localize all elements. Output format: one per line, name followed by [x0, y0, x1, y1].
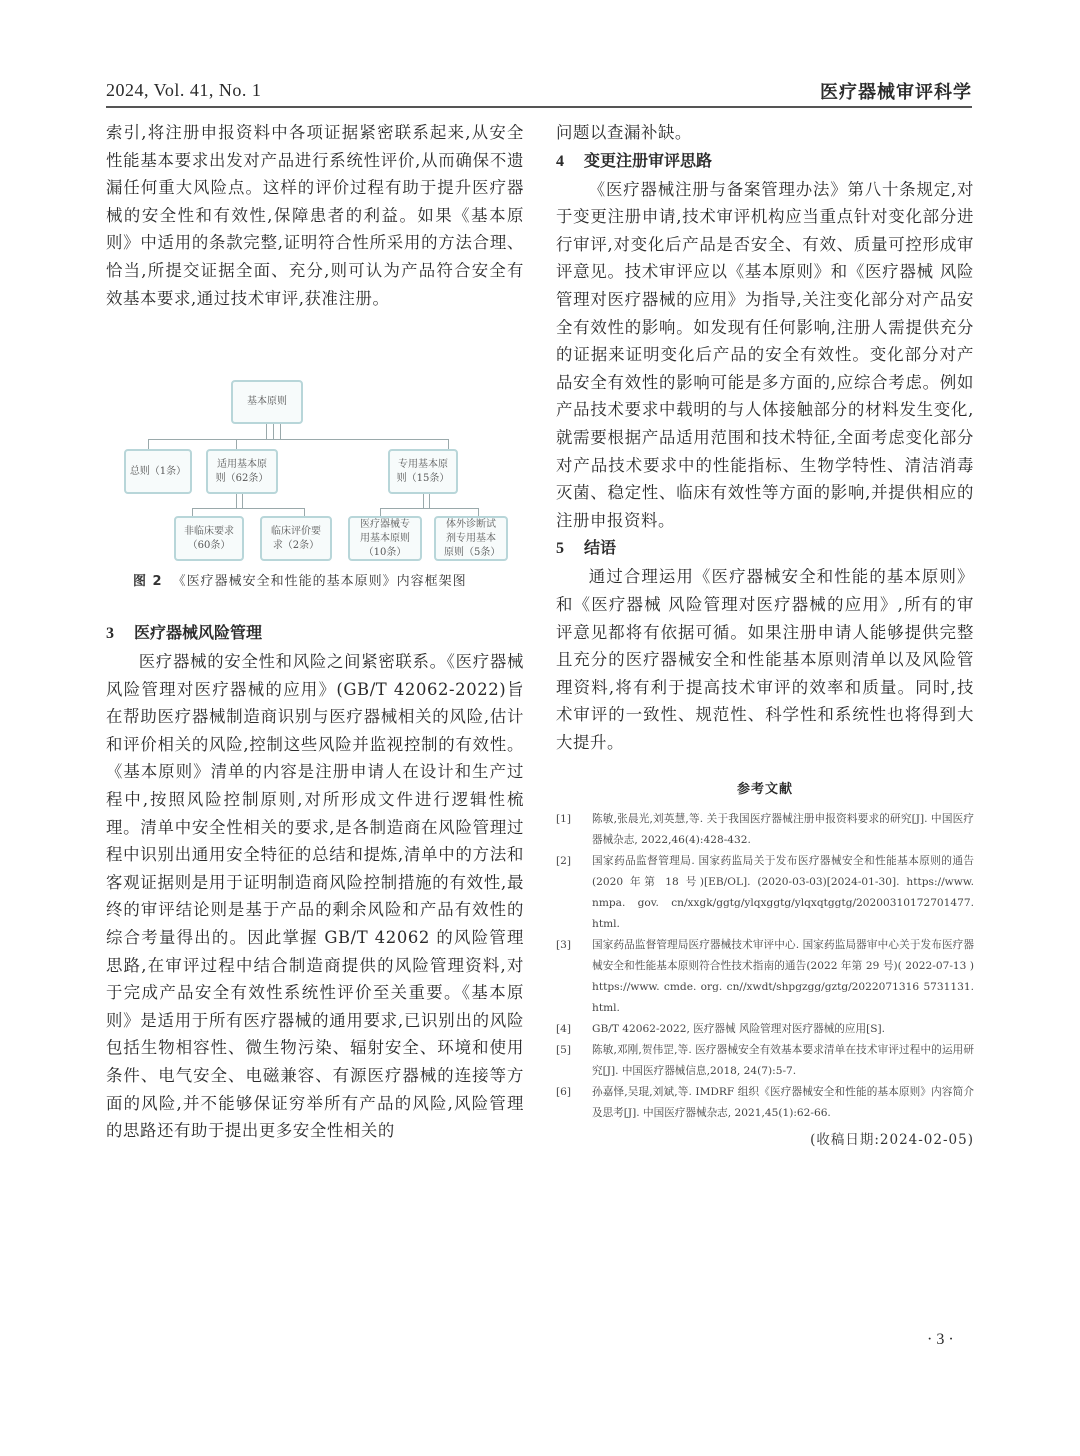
section5-paragraph: 通过合理运用《医疗器械安全和性能的基本原则》和《医疗器械 风险管理对医疗器械的应用》,所有的审评意见都将有依据可循。如果注册申请人能够提供完整且充分的医疗器械安全和性能基本原则清单以及风险管理资料,将有利于提高技术审评的效率和质量。同时,技术审评的一致性、规范性、科学性和系统性也将得到大大提升。 — [556, 567, 974, 752]
connector-nonclinical — [192, 508, 193, 516]
framework-diagram — [118, 374, 518, 566]
connector-special-down-2 — [429, 494, 430, 508]
figure-caption — [133, 570, 467, 589]
node-clinical: 临床评价要求（2条） — [260, 516, 332, 561]
connector-common-down-2 — [242, 494, 243, 508]
node-nonclinical: 非临床要求（60条） — [174, 516, 244, 561]
reference-index: [5] — [556, 1044, 572, 1057]
reference-text: 国家药品监督管理局. 国家药监局关于发布医疗器械安全和性能基本原则的通告(2020 年第 18 号)[EB/OL]. (2020-03-03)[2024-01-30]. https://www. nmpa. gov. cn/xxgk/ggtg/ylqxggtg/ylqxqtggtg/20200310172701477. html. — [592, 855, 974, 931]
reference-item — [556, 1019, 974, 1040]
reference-text: 国家药品监督管理局医疗器械技术审评中心. 国家药监局器审中心关于发布医疗器械安全和性能基本原则符合性技术指南的通告(2022 年第 29 号)( 2022-07-13 ) https://www. cmde. org. cn//xwdt/shpgzgg/gztg/2022071316 5731131. html. — [592, 939, 974, 1015]
left-column-section3 — [106, 619, 524, 1145]
section5-number: 5 — [556, 540, 564, 558]
section5-title: 结语 — [584, 538, 617, 558]
reference-text: 陈敏,张晨光,刘英慧,等. 关于我国医疗器械注册申报资料要求的研究[J]. 中国医疗器械杂志, 2022,46(4):428-432. — [592, 813, 974, 847]
reference-index: [6] — [556, 1086, 572, 1099]
reference-index: [2] — [556, 855, 572, 868]
figure-label: 图 2 — [133, 574, 163, 589]
node-ivd-specific: 体外诊断试剂专用基本原则（5条） — [434, 516, 508, 561]
section4-number: 4 — [556, 152, 564, 170]
node-common: 适用基本原则（62条） — [206, 449, 278, 494]
reference-item — [556, 809, 974, 851]
references-title: 参考文献 — [736, 782, 793, 798]
reference-text: 陈敏,邓刚,贺伟罡,等. 医疗器械安全有效基本要求清单在技术审评过程中的运用研究[J]. 中国医疗器械信息,2018, 24(7):5-7. — [592, 1044, 974, 1078]
journal-title: 医疗器械审评科学 — [820, 82, 972, 103]
reference-index: [3] — [556, 939, 572, 952]
received-date: (收稿日期:2024-02-05) — [810, 1132, 974, 1149]
section3-title: 医疗器械风险管理 — [134, 623, 263, 642]
reference-index: [1] — [556, 813, 572, 826]
section4-heading — [556, 147, 974, 176]
node-device-specific: 医疗器械专用基本原则（10条） — [348, 516, 422, 561]
reference-item — [556, 851, 974, 935]
running-header — [106, 78, 972, 108]
section4-paragraph: 《医疗器械注册与备案管理办法》第八十条规定,对于变更注册申请,技术审评机构应当重点针对变化部分进行审评,对变化后产品是否安全、有效、质量可控形成审评意见。技术审评应以《基本原则》和《医疗器械 风险管理对医疗器械的应用》为指导,关注变化部分对产品安全有效性的影响。如发现有任何影响,注册人需提供充分的证据来证明变化后产品的安全有效性。变化部分对产品安全有效性的影响可能是多方面的,应综合考虑。例如产品技术要求中载明的与人体接触部分的材料发生变化,就需要根据产品适用范围和技术特征,全面考虑变化部分对产品技术要求中的性能指标、生物学特性、清洁消毒灭菌、稳定性、临床有效性等方面的影响,并提供相应的注册申报资料。 — [556, 179, 974, 530]
continuation-text: 问题以查漏补缺。 — [556, 123, 692, 142]
section3-heading — [106, 619, 524, 648]
reference-item — [556, 935, 974, 1019]
intro-paragraph: 索引,将注册申报资料中各项证据紧密联系起来,从安全性能基本要求出发对产品进行系统性评价,从而确保不遗漏任何重大风险点。这样的评价过程有助于提升医疗器械的安全性和有效性,保障患者的利益。如果《基本原则》中适用的条款完整,证明符合性所采用的方法合理、恰当,所提交证据全面、充分,则可认为产品符合安全有效基本要求,通过技术审评,获准注册。 — [106, 123, 524, 308]
section4-title: 变更注册审评思路 — [584, 150, 713, 170]
references-list — [556, 809, 974, 1124]
section5-heading — [556, 534, 974, 563]
node-root: 基本原则 — [231, 380, 303, 424]
connector-general — [148, 439, 149, 449]
reference-index: [4] — [556, 1023, 572, 1036]
node-general: 总则（1条） — [124, 449, 192, 494]
right-column — [556, 119, 974, 1148]
issue-info: 2024, Vol. 41, No. 1 — [106, 80, 262, 100]
connector-clinical — [304, 508, 305, 516]
connector-root-down-3 — [280, 424, 281, 440]
connector-root-down-2 — [273, 424, 274, 440]
connector-level2-left-bar — [192, 508, 304, 509]
reference-item — [556, 1082, 974, 1124]
figure-caption-text: 《医疗器械安全和性能的基本原则》内容框架图 — [172, 574, 467, 589]
left-column — [106, 119, 524, 312]
reference-item — [556, 1040, 974, 1082]
connector-level2-right-bar — [380, 508, 478, 509]
reference-text: 孙嘉怿,吴琨,刘斌,等. IMDRF 组织《医疗器械安全和性能的基本原则》内容简介及思考[J]. 中国医疗器械杂志, 2021,45(1):62-66. — [592, 1086, 974, 1120]
connector-device-specific — [380, 508, 381, 516]
reference-text: GB/T 42062-2022, 医疗器械 风险管理对医疗器械的应用[S]. — [592, 1023, 885, 1036]
connector-common — [236, 439, 237, 449]
section3-number: 3 — [106, 625, 114, 642]
connector-special-down — [423, 494, 424, 508]
page-number: · 3 · — [927, 1331, 954, 1348]
connector-special — [448, 439, 449, 449]
connector-level1-bar — [148, 439, 448, 440]
connector-common-down — [236, 494, 237, 508]
connector-ivd-specific — [478, 508, 479, 516]
section3-paragraph: 医疗器械的安全性和风险之间紧密联系。《医疗器械 风险管理对医疗器械的应用》(GB/T 42062-2022)旨在帮助医疗器械制造商识别与医疗器械相关的风险,估计和评价相关的风险,控制这些风险并监视控制的有效性。《基本原则》清单的内容是注册申请人在设计和生产过程中,按照风险控制原则,对所形成文件进行逻辑性梳理。清单中安全性相关的要求,是各制造商在风险管理过程中识别出通用安全特征的总结和提炼,清单中的方法和客观证据则是用于证明制造商风险控制措施的有效性,最终的审评结论则是基于产品的剩余风险和产品有效性的综合考量得出的。因此掌握 GB/T 42062 的风险管理思路,在审评过程中结合制造商提供的风险管理资料,对于完成产品安全有效性系统性评价至关重要。《基本原则》是适用于所有医疗器械的通用要求,已识别出的风险包括生物相容性、微生物污染、辐射安全、环境和使用条件、电气安全、电磁兼容、有源医疗器械的连接等方面的风险,并不能够保证穷举所有产品的风险,风险管理的思路还有助于提出更多安全性相关的 — [106, 652, 524, 1141]
connector-root-down — [266, 424, 267, 440]
node-special: 专用基本原则（15条） — [388, 449, 458, 494]
